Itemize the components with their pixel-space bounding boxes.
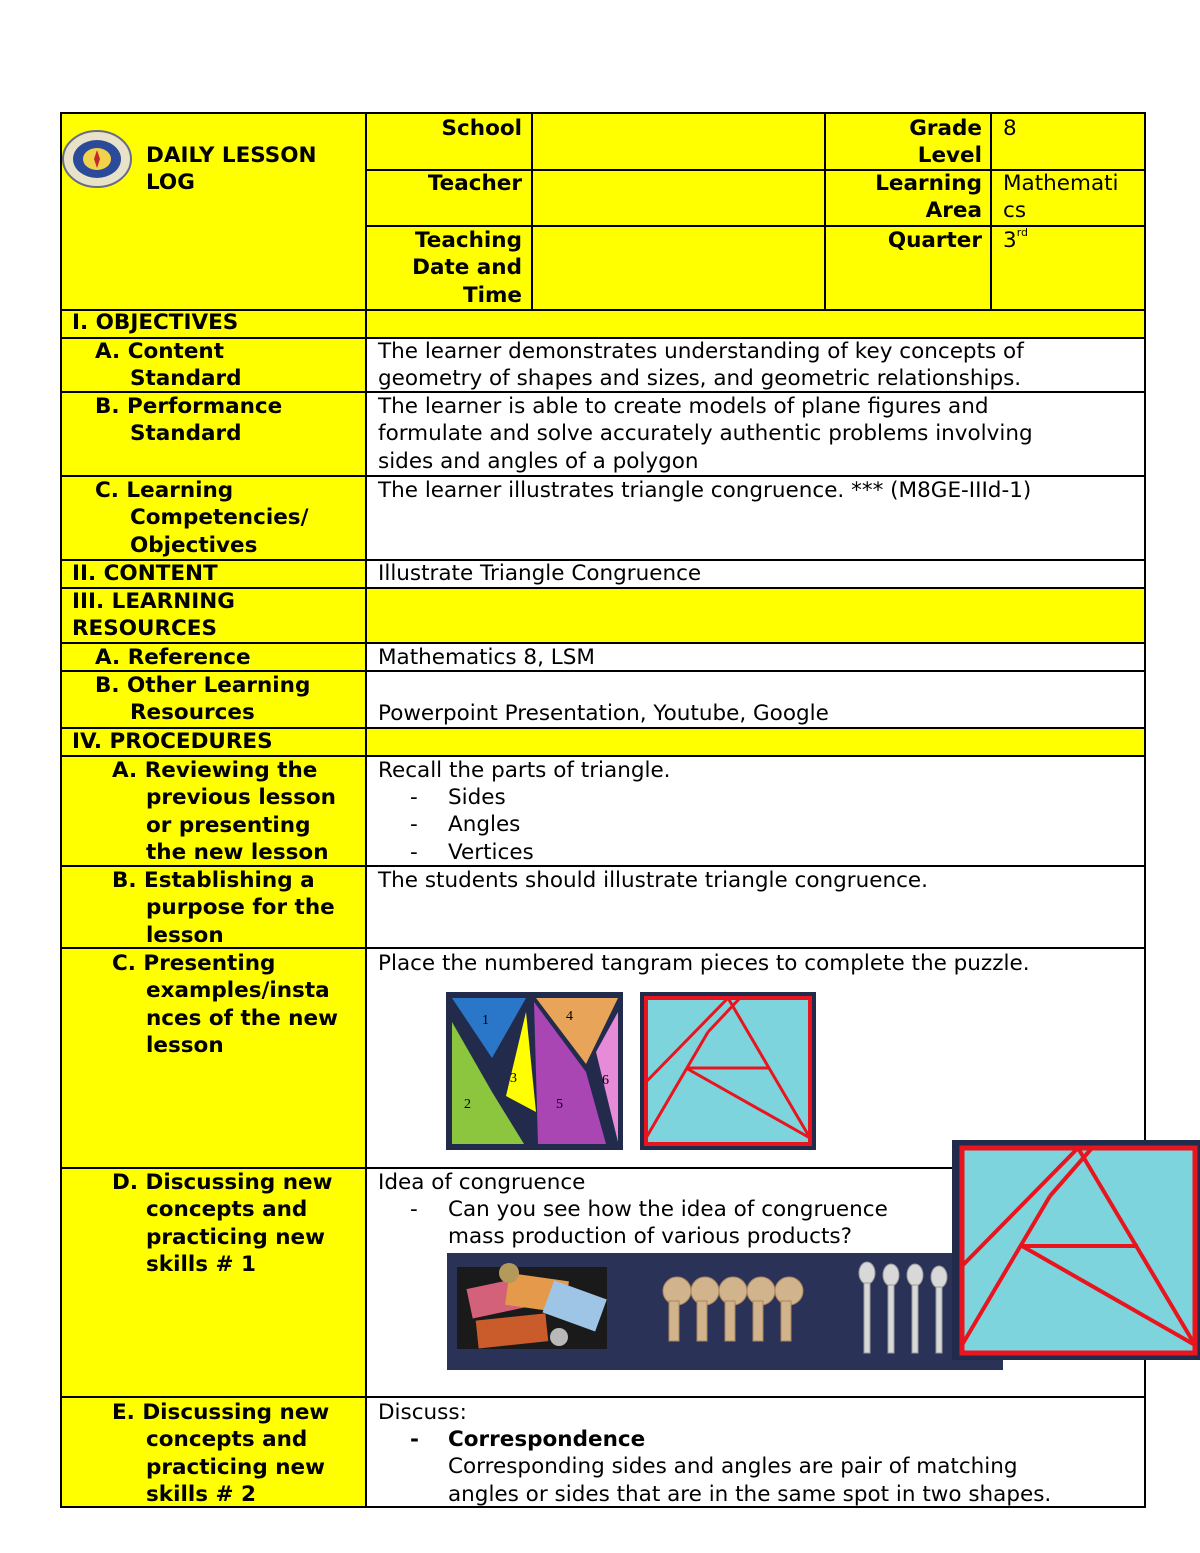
list-item: - Vertices [410, 839, 534, 865]
school-label: School [441, 116, 522, 141]
procedure-a-label: A. Reviewing the previous lesson or presenting the new lesson [112, 758, 336, 866]
procedure-d-label: D. Discussing new concepts and practicing new skills # 1 [112, 1170, 333, 1278]
grade-level-value: 8 [1003, 116, 1017, 141]
content-standard-text: The learner demonstrates understanding of key concepts of geometry of shapes and sizes, and geometric relationships. [378, 339, 1024, 392]
list-item: - Sides [410, 785, 506, 810]
procedure-c-text: Place the numbered tangram pieces to complete the puzzle. [378, 951, 1030, 976]
content-text: Illustrate Triangle Congruence [378, 561, 702, 586]
grade-level-label: Grade Level [909, 116, 982, 169]
procedure-e-label: E. Discussing new concepts and practicing new skills # 2 [112, 1400, 330, 1508]
content-heading: II. CONTENT [72, 561, 218, 586]
tangram-number: 5 [556, 1097, 563, 1112]
objectives-heading: I. OBJECTIVES [72, 310, 239, 335]
procedures-heading: IV. PROCEDURES [72, 729, 273, 754]
other-resources-label: B. Other Learning Resources [95, 673, 311, 726]
tangram-number: 2 [464, 1097, 471, 1112]
procedure-a-list [410, 784, 534, 866]
tangram-number: 1 [482, 1013, 489, 1028]
page-title: DAILY LESSON LOG [146, 143, 317, 196]
learning-competencies-text: The learner illustrates triangle congruence. *** (M8GE-IIId-1) [378, 478, 1032, 503]
performance-standard-label: B. Performance Standard [95, 394, 283, 447]
learning-competencies-label: C. Learning Competencies/ Objectives [95, 478, 309, 558]
learning-area-value: Mathemati cs [1003, 171, 1119, 224]
learning-area-label: Learning Area [875, 171, 982, 224]
tangram-puzzle-enlarged-image [952, 1140, 1200, 1360]
procedure-c-label: C. Presenting examples/insta nces of the new lesson [112, 951, 338, 1059]
performance-standard-text: The learner is able to create models of plane figures and formulate and solve accurately authentic problems involving sides and angles of a polygon [378, 394, 1033, 474]
procedure-b-label: B. Establishing a purpose for the lesson [112, 868, 335, 948]
procedure-d-text: Idea of congruence [378, 1170, 586, 1195]
teacher-label: Teacher [427, 171, 522, 196]
list-item: - Angles [410, 812, 521, 838]
money-icon [457, 1263, 607, 1349]
tangram-number: 4 [566, 1009, 573, 1024]
reference-text: Mathematics 8, LSM [378, 645, 595, 670]
tangram-puzzle-image [640, 992, 816, 1150]
quarter-value: 3rd [1003, 226, 1028, 253]
procedure-a-text: Recall the parts of triangle. [378, 758, 671, 783]
resources-heading: III. LEARNING RESOURCES [72, 589, 235, 642]
content-standard-label: A. Content Standard [95, 339, 242, 392]
reference-label: A. Reference [95, 645, 251, 670]
mass-production-image [447, 1253, 1003, 1370]
tangram-number: 6 [602, 1073, 609, 1088]
procedure-b-text: The students should illustrate triangle congruence. [378, 868, 928, 893]
tangram-pieces-image [446, 992, 623, 1150]
quarter-label: Quarter [887, 228, 982, 253]
tangram-number: 3 [510, 1071, 517, 1086]
procedure-d-bullet: - Can you see how the idea of congruence mass production of various products? [410, 1197, 888, 1250]
procedure-e-text: Discuss: [378, 1400, 467, 1425]
deped-seal-logo [62, 130, 132, 188]
procedure-e-bullet: - Correspondence Corresponding sides and angles are pair of matching angles or sides that are in the same spot in two shapes. [410, 1427, 1052, 1507]
teaching-date-label: Teaching Date and Time [412, 228, 522, 308]
other-resources-text: Powerpoint Presentation, Youtube, Google [378, 701, 829, 726]
